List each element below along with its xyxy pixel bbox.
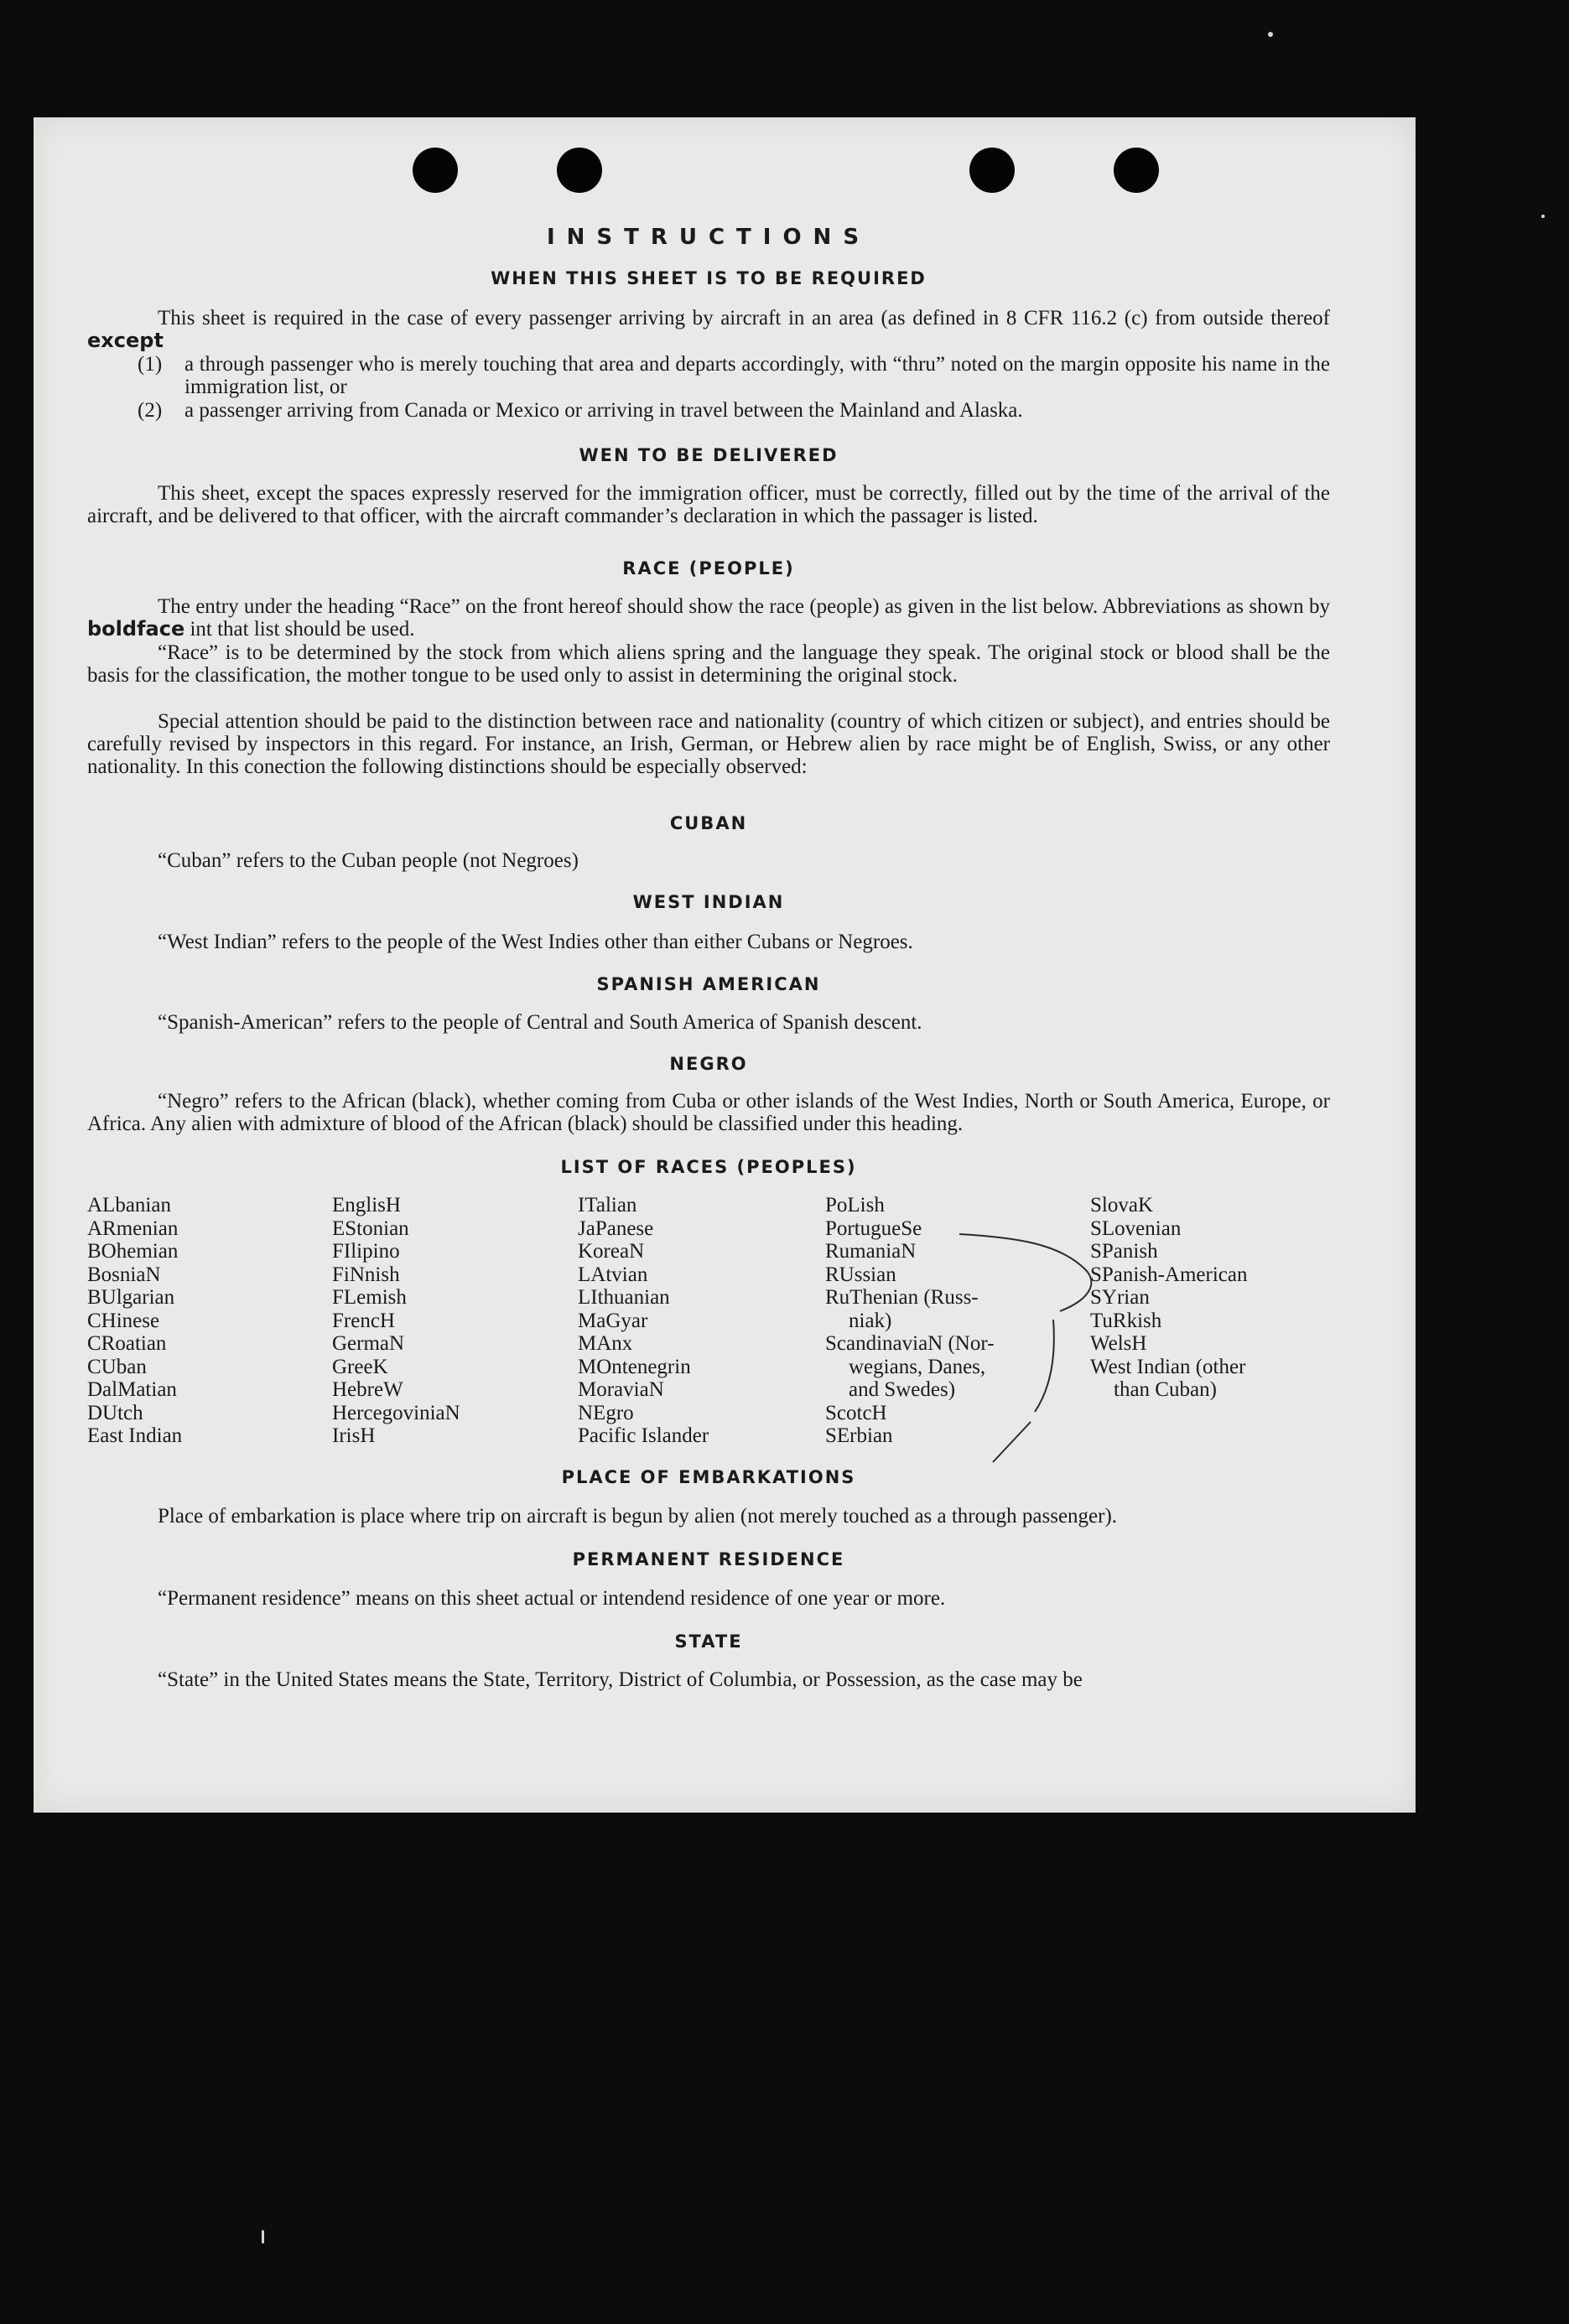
exception-item-number: (1): [138, 353, 163, 376]
race-entry: wegians, Danes,: [849, 1355, 986, 1378]
race-entry: ScandinaviaN (Nor-: [825, 1332, 995, 1355]
race-entry: JaPanese: [578, 1216, 654, 1240]
race-entry: FLemish: [332, 1286, 407, 1309]
race-entry: TuRkish: [1090, 1309, 1162, 1332]
race-entry: WelsH: [1090, 1332, 1147, 1355]
exception-item-1: [138, 353, 1330, 398]
race-entry: PortugueSe: [825, 1216, 922, 1240]
scan-speck: [1541, 215, 1545, 218]
race-entry: West Indian (other: [1090, 1355, 1246, 1378]
paragraph-cuban: “Cuban” refers to the Cuban people (not Negroes): [158, 849, 579, 872]
race-entry: and Swedes): [849, 1378, 956, 1401]
race-entry: DalMatian: [87, 1378, 177, 1401]
race-entry: SPanish-American: [1090, 1263, 1248, 1286]
race-entry: RumaniaN: [825, 1240, 917, 1263]
race-entry: IrisH: [332, 1424, 376, 1447]
race-column-2: [332, 1194, 460, 1448]
race-entry: HebreW: [332, 1378, 403, 1401]
paragraph-negro: “Negro” refers to the African (black), whether coming from Cuba or other islands of the West Indies, North or South America, Europe, or Africa. Any alien with admixture of blood of the African (black) should be classified under this heading.: [87, 1090, 1330, 1135]
punch-hole: [557, 148, 602, 193]
race-entry: CRoatian: [87, 1332, 167, 1355]
race-column-1: [87, 1194, 182, 1448]
race-entry: niak): [849, 1309, 892, 1332]
race-entry: SYrian: [1090, 1286, 1150, 1309]
punch-hole: [413, 148, 458, 193]
heading-permanent-residence: PERMANENT RESIDENCE: [572, 1549, 845, 1569]
punch-hole: [1114, 148, 1159, 193]
paragraph-race-1-tail: int that list should be used.: [184, 618, 415, 641]
race-entry: BUlgarian: [87, 1286, 175, 1309]
race-entry: ScotcH: [825, 1401, 887, 1424]
race-entry: than Cuban): [1114, 1378, 1217, 1401]
exception-item-text: a passenger arriving from Canada or Mexico or arriving in travel between the Mainland and Alaska.: [184, 399, 1023, 422]
race-entry: BosniaN: [87, 1263, 161, 1286]
paragraph-race-1: [87, 595, 1330, 641]
race-entry: SPanish: [1090, 1240, 1158, 1263]
exception-item-2: [138, 399, 1330, 422]
race-entry: KoreaN: [578, 1240, 645, 1263]
scan-speck: [262, 2230, 264, 2244]
bold-except: except: [87, 329, 164, 352]
race-entry: EStonian: [332, 1216, 409, 1240]
race-entry: SlovaK: [1090, 1194, 1153, 1216]
paragraph-when-required-text: This sheet is required in the case of every passenger arriving by aircraft in an area (as defined in 8 CFR 116.2 (c) from outside thereof: [158, 307, 1330, 329]
race-entry: GreeK: [332, 1355, 388, 1378]
race-entry: FrencH: [332, 1309, 395, 1332]
exception-item-number: (2): [138, 399, 163, 422]
heading-race: RACE (PEOPLE): [622, 558, 795, 578]
paragraph-when-required: [87, 307, 1330, 352]
paragraph-permanent-residence: “Permanent residence” means on this sheet actual or intendend residence of one year or more.: [158, 1587, 946, 1610]
race-entry: RUssian: [825, 1263, 896, 1286]
heading-when-required: WHEN THIS SHEET IS TO BE REQUIRED: [491, 268, 927, 288]
race-column-3: [578, 1194, 709, 1448]
heading-cuban: CUBAN: [669, 813, 748, 833]
heading-spanish-american: SPANISH AMERICAN: [596, 974, 821, 994]
race-entry: FiNnish: [332, 1263, 400, 1286]
race-entry: MAnx: [578, 1332, 633, 1355]
race-entry: ITalian: [578, 1194, 637, 1216]
race-entry: PoLish: [825, 1194, 885, 1216]
race-entry: Pacific Islander: [578, 1424, 709, 1447]
race-entry: FIlipino: [332, 1240, 400, 1263]
pen-mark-icon: [959, 1219, 1161, 1471]
paragraph-west-indian: “West Indian” refers to the people of the West Indies other than either Cubans or Negroes.: [158, 931, 913, 953]
punch-hole: [969, 148, 1015, 193]
race-entry: ARmenian: [87, 1216, 179, 1240]
race-entry: GermaN: [332, 1332, 405, 1355]
heading-negro: NEGRO: [669, 1054, 748, 1074]
heading-list-of-races: LIST OF RACES (PEOPLES): [560, 1157, 857, 1177]
race-entry: SErbian: [825, 1424, 893, 1447]
heading-place-of-embarkations: PLACE OF EMBARKATIONS: [561, 1467, 856, 1487]
heading-state: STATE: [674, 1631, 743, 1652]
paragraph-when-delivered: This sheet, except the spaces expressly reserved for the immigration officer, must be correctly, filled out by the time of the arrival of the aircraft, and be delivered to that officer, with the aircraft commander’s declaration in which the passager is listed.: [87, 482, 1330, 527]
paragraph-embarkation: Place of embarkation is place where trip on aircraft is begun by alien (not merely touched as a through passenger).: [158, 1505, 1118, 1528]
race-entry: ALbanian: [87, 1194, 171, 1216]
race-entry: MaGyar: [578, 1309, 648, 1332]
scan-speck: [1268, 32, 1273, 37]
race-entry: MoraviaN: [578, 1378, 664, 1401]
paragraph-spanish-american: “Spanish-American” refers to the people of Central and South America of Spanish descent.: [158, 1011, 922, 1034]
race-entry: SLovenian: [1090, 1216, 1182, 1240]
race-entry: LIthuanian: [578, 1286, 670, 1309]
page-title: INSTRUCTIONS: [546, 225, 871, 250]
race-entry: NEgro: [578, 1401, 634, 1424]
race-entry: BOhemian: [87, 1240, 179, 1263]
race-entry: DUtch: [87, 1401, 143, 1424]
race-list: [87, 1194, 1330, 1445]
heading-west-indian: WEST INDIAN: [632, 892, 785, 912]
document-sheet: [34, 117, 1416, 1813]
race-entry: CHinese: [87, 1309, 160, 1332]
race-entry: HercegoviniaN: [332, 1401, 460, 1424]
race-entry: LAtvian: [578, 1263, 648, 1286]
paragraph-state: “State” in the United States means the State, Territory, District of Columbia, or Possession, as the case may be: [158, 1668, 1083, 1691]
paragraph-race-1-text: The entry under the heading “Race” on the front hereof should show the race (people) as given in the list below. Abbreviations as shown by: [158, 595, 1330, 618]
race-entry: CUban: [87, 1355, 147, 1378]
paragraph-race-3: Special attention should be paid to the distinction between race and nationality (country of which citizen or subject), and entries should be carefully revised by inspectors in this regard. For instance, an Irish, German, or Hebrew alien by race might be of English, Swiss, or any other nationality. In this conection the following distinctions should be especially observed:: [87, 710, 1330, 778]
race-entry: MOntenegrin: [578, 1355, 691, 1378]
exception-item-text: a through passenger who is merely touching that area and departs accordingly, with “thru” noted on the margin opposite his name in the immigration list, or: [184, 353, 1330, 398]
heading-when-delivered: WEN TO BE DELIVERED: [579, 445, 839, 465]
race-entry: East Indian: [87, 1424, 183, 1447]
bold-boldface: boldface: [87, 617, 185, 641]
paragraph-race-2: “Race” is to be determined by the stock from which aliens spring and the language they speak. The original stock or blood shall be the basis for the classification, the mother tongue to be used only to assist in determining the original stock.: [87, 641, 1330, 687]
race-entry: RuThenian (Russ-: [825, 1286, 979, 1309]
race-entry: EnglisH: [332, 1194, 401, 1216]
